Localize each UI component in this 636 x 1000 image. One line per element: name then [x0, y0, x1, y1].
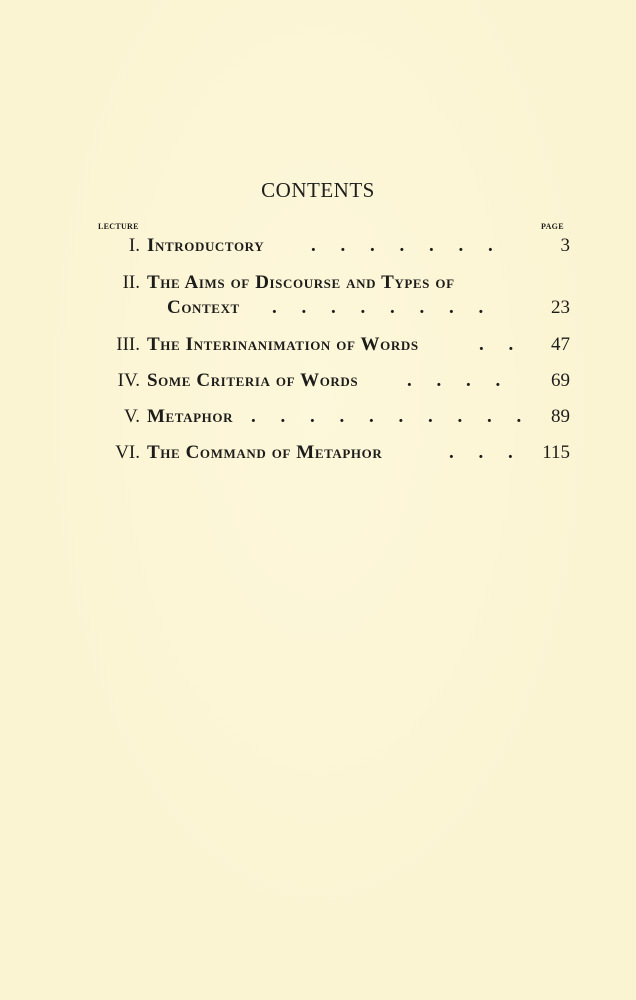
leader-dots: . . . .	[407, 370, 511, 391]
lecture-numeral: II.	[122, 272, 140, 293]
lecture-title: Some Criteria of Words	[147, 370, 359, 391]
page-number: 47	[551, 334, 570, 355]
lecture-title-line-1: The Aims of Discourse and Types of	[147, 272, 455, 293]
lecture-title: The Interinanimation of Words	[147, 334, 419, 355]
contents-heading: CONTENTS	[261, 178, 375, 202]
lecture-numeral: I.	[128, 235, 140, 256]
lecture-numeral: V.	[123, 406, 140, 427]
lecture-numeral: VI.	[115, 442, 140, 463]
lecture-numeral: III.	[116, 334, 140, 355]
leader-dots: . . . . . . . .	[272, 297, 494, 318]
page-number: 69	[551, 370, 570, 391]
lecture-column-header: LECTURE	[98, 222, 139, 231]
page-number: 115	[542, 442, 570, 463]
lecture-title: Introductory	[147, 235, 265, 256]
page-number: 89	[551, 406, 570, 427]
lecture-numeral: IV.	[117, 370, 140, 391]
lecture-title: The Command of Metaphor	[147, 442, 383, 463]
leader-dots: . . . . . . .	[311, 235, 503, 256]
leader-dots: . .	[479, 334, 524, 355]
page-number: 3	[560, 235, 570, 256]
leader-dots: . . .	[449, 442, 523, 463]
page-column-header: PAGE	[541, 222, 564, 231]
page-number: 23	[551, 297, 570, 318]
lecture-title-line-2: Context	[167, 297, 240, 318]
lecture-title: Metaphor	[147, 406, 234, 427]
leader-dots: . . . . . . . . . .	[251, 406, 532, 427]
